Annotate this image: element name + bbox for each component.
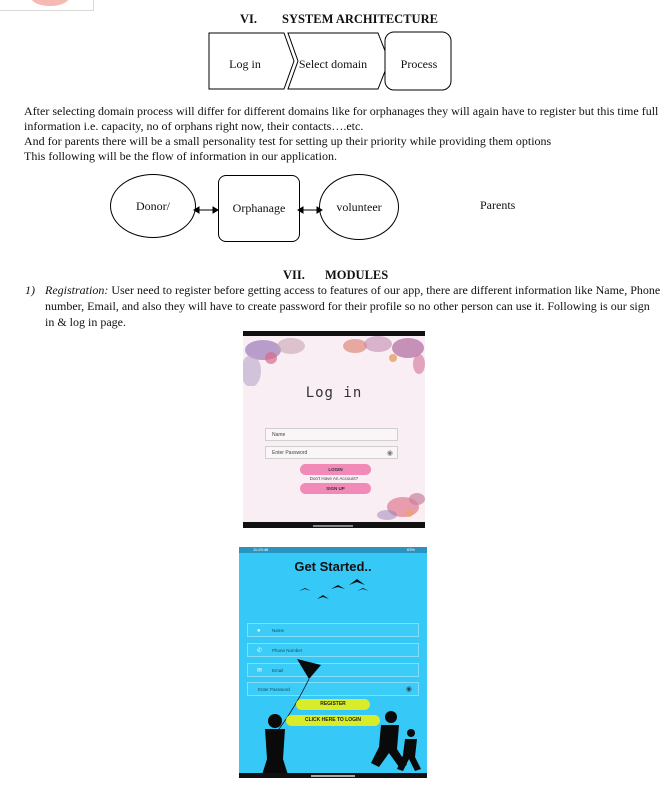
email-placeholder: Email bbox=[272, 668, 284, 673]
signup-button[interactable]: SIGN UP bbox=[300, 483, 371, 494]
donor-node bbox=[110, 174, 196, 238]
logo-fragment bbox=[0, 0, 94, 11]
login-title: Log in bbox=[305, 385, 363, 401]
item-label: Registration: bbox=[45, 283, 109, 297]
body-line: After selecting domain process will differ for different domains like for orphanages they will again have to register but this time full bbox=[24, 104, 659, 118]
person-icon: ● bbox=[257, 628, 261, 634]
volunteer-node bbox=[319, 174, 399, 240]
login-button[interactable]: LOGIN bbox=[300, 464, 371, 475]
orphanage-label: Orphanage bbox=[232, 201, 286, 215]
name-input[interactable]: Name bbox=[265, 428, 398, 441]
password-placeholder: Enter Password bbox=[258, 687, 290, 692]
parents-label: Parents bbox=[480, 198, 516, 212]
section-title: MODULES bbox=[325, 268, 389, 282]
eye-icon[interactable]: ◉ bbox=[405, 686, 412, 693]
flow-process: Process bbox=[400, 57, 438, 71]
birds-icon bbox=[297, 577, 379, 605]
status-time: 11:29:46 bbox=[253, 547, 269, 552]
body-line: And for parents there will be a small personality test for setting up their priority while providing them options bbox=[24, 134, 552, 148]
register-title: Get Started.. bbox=[294, 559, 372, 574]
no-account-link[interactable]: Don't Have An Account? bbox=[309, 476, 359, 481]
item-text-line bbox=[45, 282, 660, 299]
donor-label: Donor/ bbox=[136, 198, 170, 213]
status-bar bbox=[239, 547, 427, 553]
mail-icon: ✉ bbox=[257, 668, 263, 674]
login-link-button[interactable]: CLICK HERE TO LOGIN bbox=[286, 715, 380, 726]
login-screenshot bbox=[243, 331, 425, 528]
eye-icon[interactable]: ◉ bbox=[386, 450, 393, 457]
home-indicator bbox=[311, 775, 355, 777]
home-indicator bbox=[313, 525, 353, 527]
section-number: VII. bbox=[283, 268, 305, 282]
flower-decoration-top bbox=[243, 336, 425, 386]
volunteer-label: volunteer bbox=[336, 199, 382, 214]
name-field[interactable] bbox=[247, 623, 419, 637]
body-line: This following will be the flow of information in our application. bbox=[24, 149, 337, 163]
password-input[interactable] bbox=[265, 446, 398, 459]
item-line-2: number, Email, and also they will have to create password for their profile so no other person can use it. Following is our sign bbox=[45, 299, 650, 313]
name-placeholder: Name bbox=[272, 628, 285, 633]
phone-field[interactable] bbox=[247, 643, 419, 657]
item-line-3: in & log in page. bbox=[45, 315, 126, 329]
item-line-1: User need to register before getting access to features of our app, there are different information like Name, Phone bbox=[111, 283, 661, 297]
register-button[interactable]: REGISTER bbox=[296, 699, 370, 710]
flow-login: Log in bbox=[229, 57, 261, 71]
flower-decoration-bottom bbox=[373, 489, 425, 523]
item-number: 1) bbox=[25, 283, 35, 297]
password-placeholder: Enter Password bbox=[272, 450, 308, 456]
bidirectional-arrows bbox=[190, 202, 330, 216]
status-battery: 63% bbox=[406, 547, 415, 552]
body-line: information i.e. capacity, no of orphans right now, their contacts….etc. bbox=[24, 119, 364, 133]
phone-icon: ✆ bbox=[257, 648, 263, 654]
phone-placeholder: Phone Number bbox=[272, 648, 303, 653]
register-screenshot bbox=[239, 547, 427, 778]
section-title: SYSTEM ARCHITECTURE bbox=[282, 12, 438, 26]
section-number: VI. bbox=[240, 12, 258, 26]
flow-select-domain: Select domain bbox=[298, 57, 368, 71]
